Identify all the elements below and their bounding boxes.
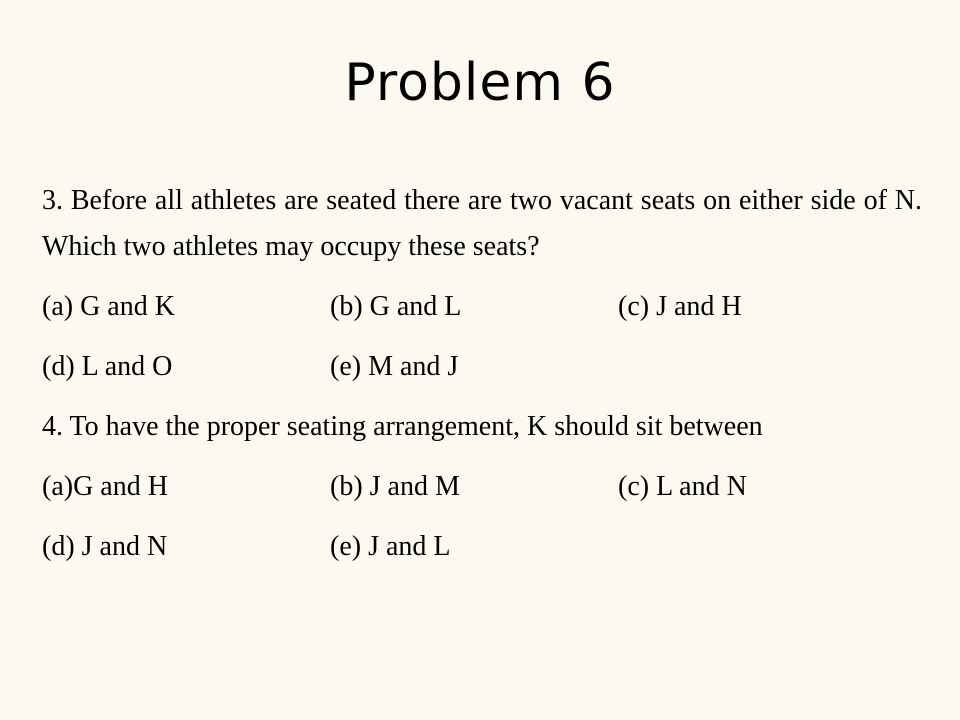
question-4-option-e: (e) J and L xyxy=(330,531,451,562)
question-4-option-d: (d) J and N xyxy=(42,531,168,562)
question-4-options-row-1 xyxy=(42,464,922,510)
question-3-options-row-2 xyxy=(42,344,922,390)
question-4-text: 4. To have the proper seating arrangement, K should sit between xyxy=(42,411,763,442)
question-4-option-c: (c) L and N xyxy=(618,471,747,502)
slide-body xyxy=(42,178,922,584)
question-3-option-a: (a) G and K xyxy=(42,291,175,322)
slide-title: Problem 6 xyxy=(344,53,616,113)
question-3-option-d: (d) L and O xyxy=(42,351,173,382)
question-4-options-row-2 xyxy=(42,524,922,570)
question-4-option-a: (a)G and H xyxy=(42,471,168,502)
question-3-text: 3. Before all athletes are seated there are two vacant seats on either side of N. Which two athletes may occupy these seats? xyxy=(42,185,922,262)
question-3-option-e: (e) M and J xyxy=(330,351,459,382)
question-4-option-b: (b) J and M xyxy=(330,471,460,502)
question-3-options-row-1 xyxy=(42,284,922,330)
question-3-option-c: (c) J and H xyxy=(618,291,742,322)
question-3-option-b: (b) G and L xyxy=(330,291,462,322)
